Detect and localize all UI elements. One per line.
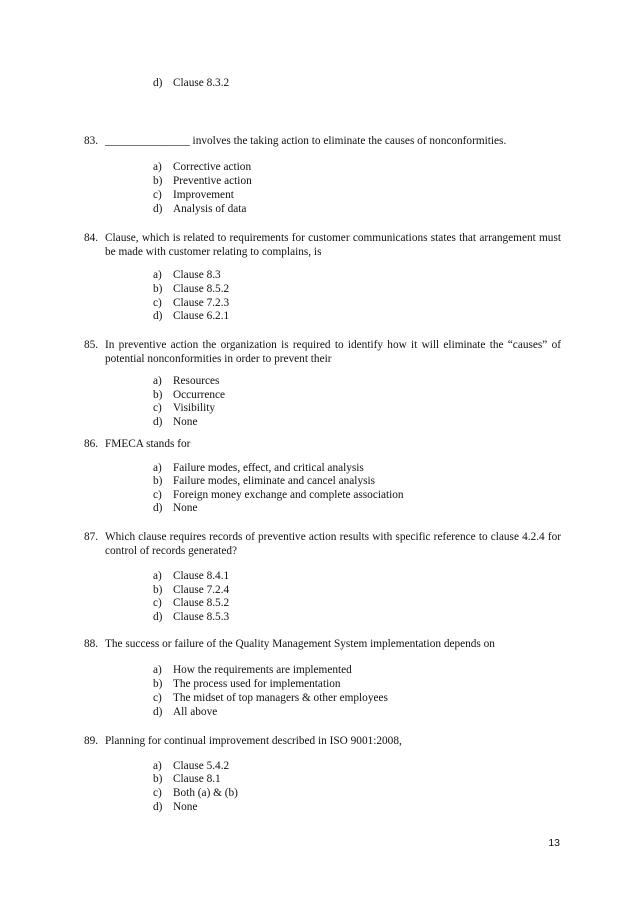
question-number: 89. [84, 735, 99, 747]
option-item [153, 678, 341, 692]
option-letter: d) [153, 611, 163, 623]
option-text: Clause 8.3 [173, 269, 221, 281]
option-item [153, 389, 225, 403]
option-item [153, 402, 215, 416]
option-item [153, 189, 234, 203]
option-text: Clause 8.3.2 [173, 77, 230, 89]
option-text: Failure modes, effect, and critical analysis [173, 462, 364, 474]
option-item [153, 283, 229, 297]
option-item [153, 297, 229, 311]
option-item [153, 760, 229, 774]
option-item [153, 773, 221, 787]
option-letter: b) [153, 475, 163, 487]
option-text: None [173, 502, 198, 514]
option-text: Improvement [173, 189, 234, 201]
option-item [153, 310, 229, 324]
option-item [153, 489, 404, 503]
option-letter: a) [153, 375, 162, 387]
option-letter: b) [153, 584, 163, 596]
option-item [153, 787, 238, 801]
option-item [153, 416, 197, 430]
option-text: Preventive action [173, 175, 252, 187]
question-text: Planning for continual improvement described in ISO 9001:2008, [105, 735, 402, 747]
option-letter: b) [153, 773, 163, 785]
option-letter: b) [153, 283, 163, 295]
option-text: Visibility [173, 402, 216, 414]
option-letter: b) [153, 389, 163, 401]
question-text: FMECA stands for [105, 438, 191, 450]
option-letter: a) [153, 161, 162, 173]
option-text: Clause 8.5.2 [173, 283, 230, 295]
option-letter: b) [153, 678, 163, 690]
option-text: Clause 8.5.2 [173, 597, 230, 609]
option-text: Clause 8.5.3 [173, 611, 230, 623]
option-item [153, 203, 246, 217]
option-letter: c) [153, 597, 162, 609]
option-item [153, 692, 388, 706]
question-number: 86. [84, 438, 99, 450]
option-letter: a) [153, 269, 162, 281]
option-text: Corrective action [173, 161, 252, 173]
option-item [153, 584, 229, 598]
option-item [153, 570, 229, 584]
option-letter: d) [153, 801, 163, 813]
question-number: 83. [84, 135, 99, 147]
option-text: Clause 8.4.1 [173, 570, 230, 582]
option-item [153, 597, 229, 611]
option-text: The process used for implementation [173, 678, 341, 690]
option-letter: b) [153, 175, 163, 187]
option-item [153, 801, 197, 815]
option-letter: c) [153, 489, 162, 501]
option-letter: d) [153, 416, 163, 428]
question-text: In preventive action the organization is required to identify how it will eliminate the “causes” of potential nonconformities in order to prevent their [105, 339, 561, 365]
option-letter: c) [153, 692, 162, 704]
option-item [153, 502, 197, 516]
option-item [153, 161, 251, 175]
option-text: Both (a) & (b) [173, 787, 238, 799]
option-text: Foreign money exchange and complete association [173, 489, 404, 501]
question-text: The success or failure of the Quality Management System implementation depends on [105, 638, 495, 650]
option-text: How the requirements are implemented [173, 664, 352, 676]
option-letter: a) [153, 760, 162, 772]
option-text: Clause 7.2.3 [173, 297, 230, 309]
question-number: 85. [84, 339, 99, 351]
option-item [153, 611, 229, 625]
option-letter: d) [153, 706, 163, 718]
option-text: Clause 6.2.1 [173, 310, 230, 322]
option-text: Clause 8.1 [173, 773, 221, 785]
option-letter: d) [153, 77, 163, 89]
option-text: Clause 7.2.4 [173, 584, 230, 596]
option-letter: a) [153, 664, 162, 676]
option-letter: c) [153, 787, 162, 799]
option-item [153, 175, 252, 189]
option-text: Failure modes, eliminate and cancel analysis [173, 475, 376, 487]
option-text: Occurrence [173, 389, 226, 401]
option-item [153, 77, 229, 91]
option-letter: d) [153, 203, 163, 215]
option-item [153, 664, 352, 678]
option-text: Clause 5.4.2 [173, 760, 230, 772]
question-text: Which clause requires records of preventive action results with specific reference to clause 4.2.4 for control of records generated? [105, 531, 561, 557]
option-item [153, 706, 217, 720]
question-text: Clause, which is related to requirements for customer communications states that arrangement must be made with customer relating to complains, is [105, 232, 561, 258]
option-letter: c) [153, 402, 162, 414]
question-number: 87. [84, 531, 99, 543]
option-text: Resources [173, 375, 220, 387]
option-letter: c) [153, 189, 162, 201]
option-item [153, 269, 221, 283]
option-letter: a) [153, 462, 162, 474]
option-text: Analysis of data [173, 203, 247, 215]
option-letter: d) [153, 502, 163, 514]
question-text: _______________ involves the taking action to eliminate the causes of nonconformities. [105, 135, 507, 147]
option-letter: a) [153, 570, 162, 582]
option-text: None [173, 416, 198, 428]
option-text: None [173, 801, 198, 813]
option-text: All above [173, 706, 218, 718]
question-number: 84. [84, 232, 99, 244]
option-item [153, 475, 375, 489]
option-item [153, 462, 364, 476]
option-letter: d) [153, 310, 163, 322]
option-text: The midset of top managers & other employees [173, 692, 388, 704]
option-item [153, 375, 219, 389]
question-number: 88. [84, 638, 99, 650]
option-letter: c) [153, 297, 162, 309]
page-number: 13 [548, 837, 560, 849]
